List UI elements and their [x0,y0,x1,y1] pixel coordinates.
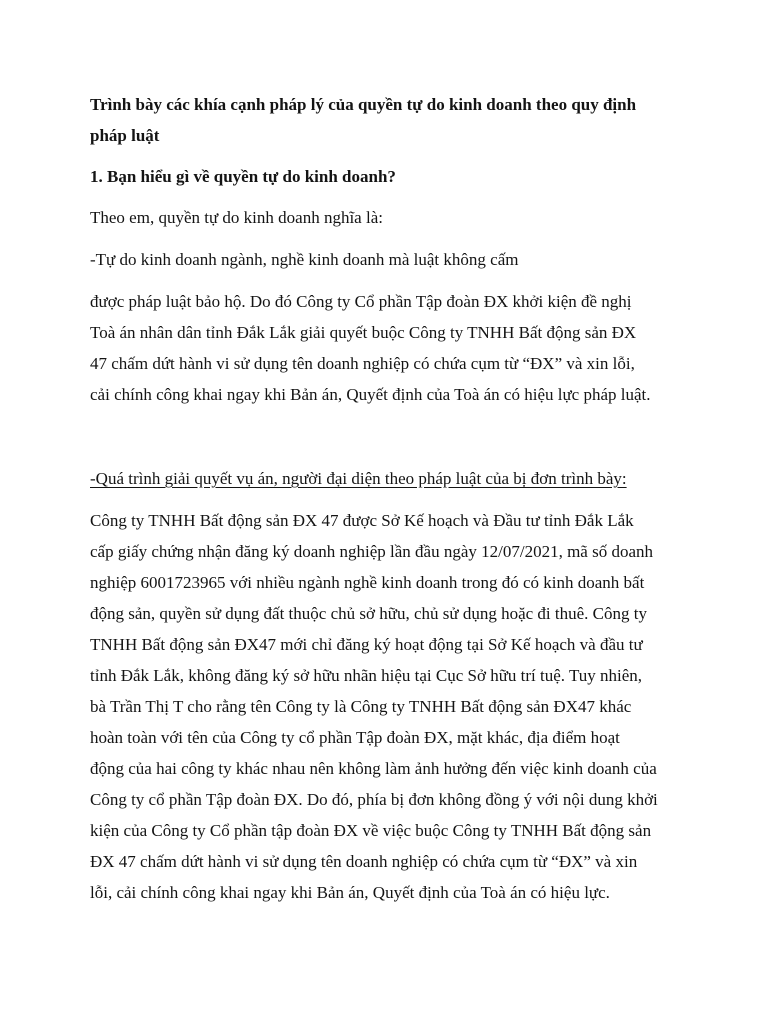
paragraph-2-line: TNHH Bất động sản ĐX47 mới chỉ đăng ký hoạt động tại Sở Kế hoạch và đầu tư [90,635,643,654]
paragraph-2-line: cấp giấy chứng nhận đăng ký doanh nghiệp lần đầu ngày 12/07/2021, mã số doanh [90,542,654,561]
intro-text: Theo em, quyền tự do kinh doanh nghĩa là: [90,208,383,227]
paragraph-2-line: động của hai công ty khác nhau nên không làm ảnh hưởng đến việc kinh doanh của [90,759,657,778]
paragraph-2-line: nghiệp 6001723965 với nhiều ngành nghề kinh doanh trong đó có kinh doanh bất [90,573,645,592]
paragraph-1 [90,286,690,410]
question-heading-text: 1. Bạn hiểu gì về quyền tự do kinh doanh? [90,167,396,186]
intro-sentence [90,202,690,233]
paragraph-1-line: được pháp luật bảo hộ. Do đó Công ty Cổ phần Tập đoàn ĐX khởi kiện đề nghị [90,292,632,311]
paragraph-2-line: lỗi, cải chính công khai ngay khi Bản án, Quyết định của Toà án có hiệu lực. [90,883,610,902]
title-line-1: Trình bày các khía cạnh pháp lý của quyền tự do kinh doanh theo quy định [90,95,637,114]
paragraph-2-line: kiện của Công ty Cổ phần tập đoàn ĐX về việc buộc Công ty TNHH Bất động sản [90,821,652,840]
paragraph-2-line: Công ty cổ phần Tập đoàn ĐX. Do đó, phía bị đơn không đồng ý với nội dung khởi [90,790,658,809]
paragraph-2-line: ĐX 47 chấm dứt hành vi sử dụng tên doanh nghiệp có chứa cụm từ “ĐX” và xin [90,852,638,871]
question-heading [90,161,690,192]
paragraph-2-line: Công ty TNHH Bất động sản ĐX 47 được Sở Kế hoạch và Đầu tư tỉnh Đắk Lắk [90,511,634,530]
paragraph-2-line: bà Trần Thị T cho rằng tên Công ty là Công ty TNHH Bất động sản ĐX47 khác [90,697,632,716]
paragraph-2-line: động sản, quyền sử dụng đất thuộc chủ sở hữu, chủ sử dụng hoặc đi thuê. Công ty [90,604,647,623]
section-heading [90,463,690,494]
title-line-2: pháp luật [90,126,160,145]
bullet-point-text: -Tự do kinh doanh ngành, nghề kinh doanh mà luật không cấm [90,250,519,269]
paragraph-1-line: cải chính công khai ngay khi Bản án, Quyết định của Toà án có hiệu lực pháp luật. [90,385,651,404]
paragraph-2-line: hoàn toàn với tên của Công ty cổ phần Tập đoàn ĐX, mặt khác, địa điểm hoạt [90,728,620,747]
bullet-point [90,244,690,275]
document-title [90,89,690,151]
section-heading-text: -Quá trình giải quyết vụ án, người đại diện theo pháp luật của bị đơn trình bày: [90,469,627,488]
paragraph-2-line: tỉnh Đắk Lắk, không đăng ký sở hữu nhãn hiệu tại Cục Sở hữu trí tuệ. Tuy nhiên, [90,666,643,685]
paragraph-1-line: 47 chấm dứt hành vi sử dụng tên doanh nghiệp có chứa cụm từ “ĐX” và xin lỗi, [90,354,635,373]
paragraph-1-line: Toà án nhân dân tỉnh Đắk Lắk giải quyết buộc Công ty TNHH Bất động sản ĐX [90,323,637,342]
paragraph-2 [90,505,690,908]
